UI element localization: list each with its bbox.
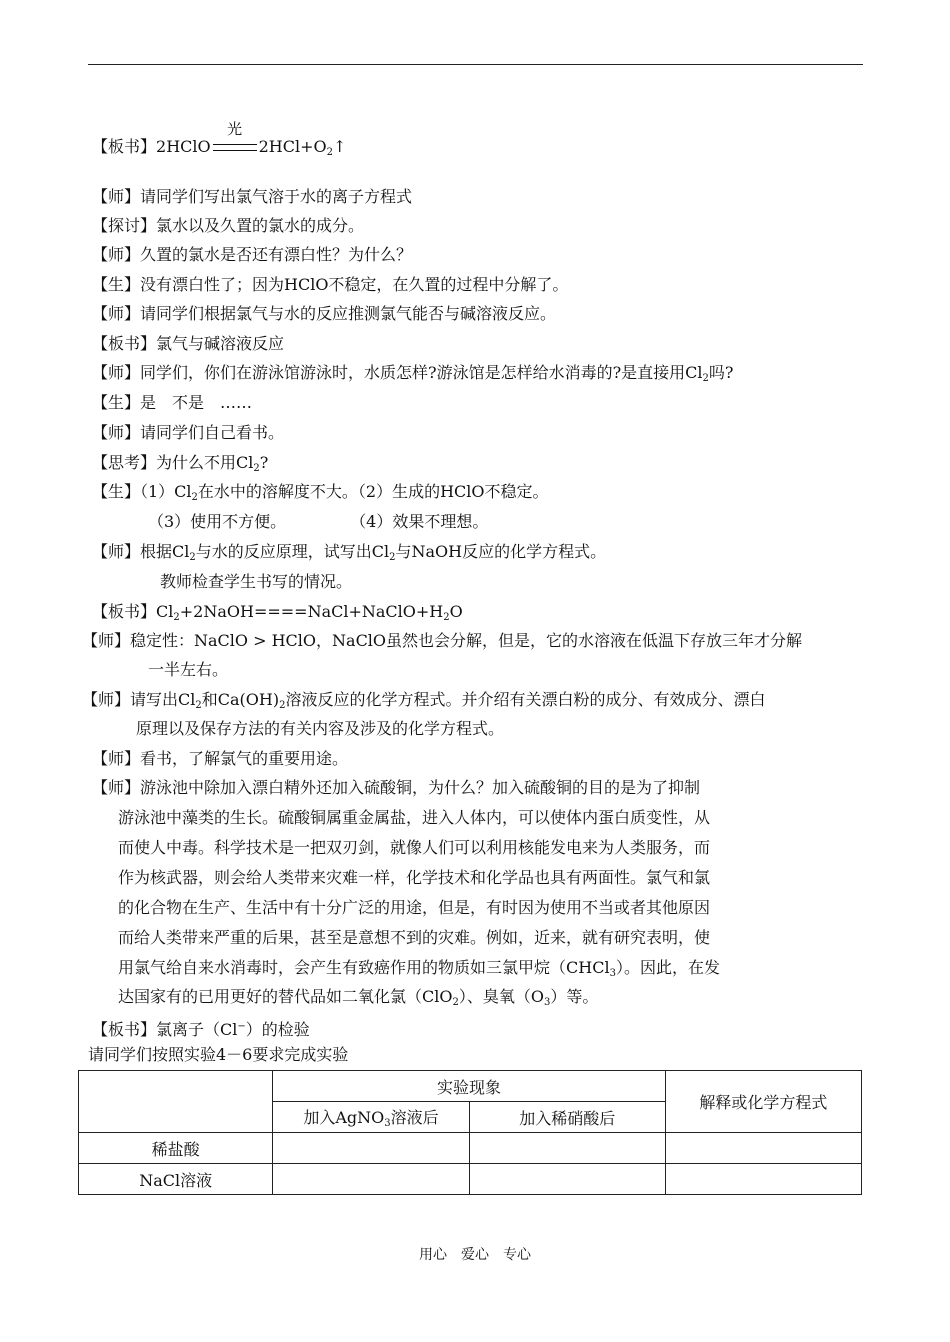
table-cell [665,1133,861,1164]
table-group-header: 实验现象 [273,1071,666,1102]
page-footer: 用心 爱心 专心 [419,1247,531,1263]
table-header-explain: 解释或化学方程式 [665,1071,861,1133]
table-cell [469,1133,665,1164]
table-corner-cell [79,1071,273,1133]
text-line: 【师】请同学们根据氯气与水的反应推测氯气能否与碱溶液反应。 [92,304,557,323]
reaction-condition-arrow: 光 [211,136,259,158]
text-line: 【师】同学们，你们在游泳馆游泳时，水质怎样?游泳馆是怎样给水消毒的?是直接用$Cl_2$吗? [92,363,734,384]
table-cell [273,1164,469,1195]
text-line: 【师】根据$Cl_2$与水的反应原理，试写出$Cl_2$与NaOH反应的化学方程式。 [92,542,607,563]
text-line: 【板书】氯气与碱溶液反应 [92,334,285,353]
table-header-agno3: 加入AgNO$_3$溶液后 [273,1102,469,1133]
table-cell [665,1164,861,1195]
board-equation-naoh: 【板书】$Cl_2+2NaOH====NaCl+NaClO+H_2O$ [92,602,463,623]
text-line: 【板书】氯离子（Cl−）的检验 [92,1020,310,1039]
header-rule [88,64,863,65]
table-row [79,1164,862,1195]
text-line: 作为核武器，则会给人类带来灾难一样，化学技术和化学品也具有两面性。氯气和氯 [118,868,711,887]
text-line: 【师】请同学们写出氯气溶于水的离子方程式 [92,187,413,206]
text-line: 【探讨】氯水以及久置的氯水的成分。 [92,216,365,235]
text-line: 而使人中毒。科学技术是一把双刃剑，就像人们可以利用核能发电来为人类服务，而 [118,838,711,857]
text-line: 【生】没有漂白性了；因为HClO不稳定，在久置的过程中分解了。 [92,275,569,294]
text-line: 的化合物在生产、生活中有十分广泛的用途，但是，有时因为使用不当或者其他原因 [118,898,711,917]
table-cell [469,1164,665,1195]
text-line: 【生】$(1)Cl_2$在水中的溶解度不大。（2）生成的HClO不稳定。 [92,482,549,503]
text-line: 【思考】为什么不用$Cl_2$? [92,453,269,474]
table-cell [273,1133,469,1164]
text-line: 【师】久置的氯水是否还有漂白性？为什么？ [92,245,413,264]
row-label: 稀盐酸 [79,1133,273,1164]
text-line: 请同学们按照实验4－6要求完成实验 [88,1045,349,1064]
text-line: 【师】看书，了解氯气的重要用途。 [92,749,349,768]
text-line: 一半左右。 [148,660,229,679]
text-line: 而给人类带来严重的后果，甚至是意想不到的灾难。例如，近来，就有研究表明，使 [118,928,711,947]
text-line: 游泳池中藻类的生长。硫酸铜属重金属盐，进入人体内，可以使体内蛋白质变性，从 [118,808,711,827]
text-line: 达国家有的已用更好的替代品如二氧化氯（ClO$_2$）、臭氧$(O_3)$等。 [118,987,599,1008]
text-line: 【生】是 不是 …… [92,393,253,412]
text-line: （3）使用不方便。 （4）效果不理想。 [148,512,489,531]
text-line: 原理以及保存方法的有关内容及涉及的化学方程式。 [136,719,505,738]
table-header-hno3: 加入稀硝酸后 [469,1102,665,1133]
table-row [79,1133,862,1164]
text-line: 教师检查学生书写的情况。 [160,572,353,591]
text-line: 【师】请同学们自己看书。 [92,423,285,442]
board-equation-hclo: 【板书】2HClO 光 $2HCl+O_2↑$ [92,120,347,158]
text-line: 用氯气给自来水消毒时，会产生有致癌作用的物质如三氯甲烷（CHCl$_3$）。因此，在发 [118,958,720,979]
text-line: 【师】游泳池中除加入漂白精外还加入硫酸铜，为什么？加入硫酸铜的目的是为了抑制 [92,778,701,797]
experiment-table [78,1070,862,1195]
text-line: 【师】稳定性：NaClO > HClO，NaClO虽然也会分解，但是，它的水溶液在低温下存放三年才分解 [82,631,803,650]
row-label: NaCl溶液 [79,1164,273,1195]
text-line: 【师】请写出$Cl_2$和$Ca(OH)_2$溶液反应的化学方程式。并介绍有关漂白粉的成分、有效成分、漂白 [82,690,766,711]
